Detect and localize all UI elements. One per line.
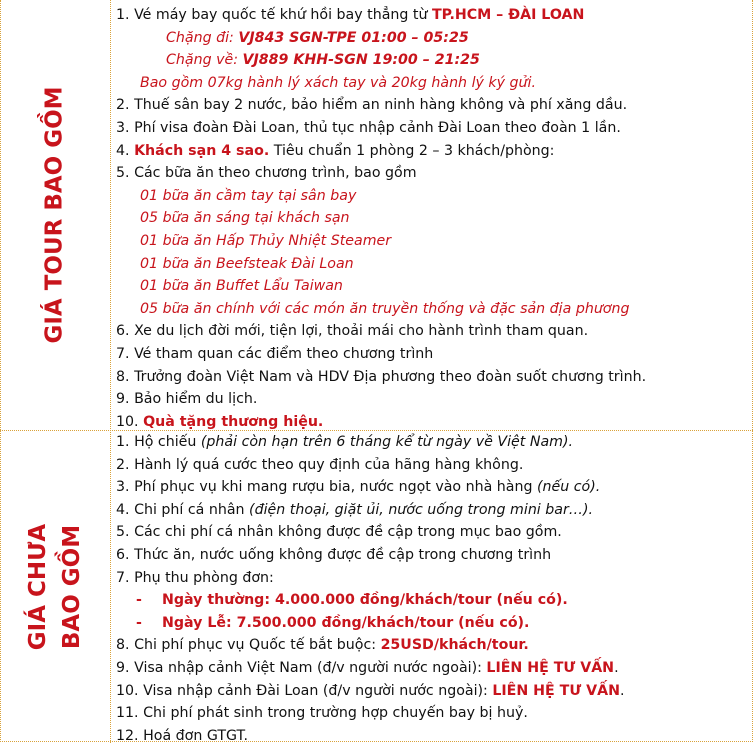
route-text: TP.HCM – ĐÀI LOAN [431, 7, 585, 23]
meal-item: 05 bữa ăn chính với các món ăn truyền thống và đặc sản địa phương [140, 300, 630, 317]
list-item: 11. Chi phí phát sinh trong trường hợp chuyến bay bị huỷ. [116, 705, 528, 722]
surcharge-weekday: - Ngày thường: 4.000.000 đồng/khách/tour (nếu có). [136, 592, 568, 609]
meal-item: 01 bữa ăn Buffet Lẩu Taiwan [140, 278, 343, 295]
column-divider [110, 0, 111, 743]
list-item: 7. Phụ thu phòng đơn: [116, 569, 274, 586]
gift-text: Quà tặng thương hiệu. [143, 413, 324, 430]
hotel-text: Khách sạn 4 sao. [134, 142, 270, 159]
depart-flight: Chặng đi: VJ843 SGN-TPE 01:00 – 05:25 [166, 29, 469, 46]
list-item: 5. Các chi phí cá nhân không được đề cập trong mục bao gồm. [116, 524, 562, 541]
luggage-note: Bao gồm 07kg hành lý xách tay và 20kg hành lý ký gửi. [140, 74, 536, 91]
list-item: 9. Visa nhập cảnh Việt Nam (đ/v người nước ngoài): LIÊN HỆ TƯ VẤN. [116, 659, 619, 676]
included-heading: GIÁ TOUR BAO GỒM [42, 86, 68, 344]
list-item: 6. Xe du lịch đời mới, tiện lợi, thoải mái cho hành trình tham quan. [116, 323, 589, 340]
list-item: 2. Thuế sân bay 2 nước, bảo hiểm an ninh hàng không và phí xăng dầu. [116, 97, 628, 114]
list-item: 2. Hành lý quá cước theo quy định của hãng hàng không. [116, 456, 524, 473]
list-item: 6. Thức ăn, nước uống không được đề cập trong chương trình [116, 546, 552, 563]
list-item: 5. Các bữa ăn theo chương trình, bao gồm [116, 165, 417, 182]
excluded-heading: GIÁ CHƯA BAO GỒM [25, 523, 86, 650]
included-heading-cell [0, 0, 110, 430]
list-item: 3. Phí visa đoàn Đài Loan, thủ tục nhập cảnh Đài Loan theo đoàn 1 lần. [116, 119, 621, 136]
excluded-list [116, 431, 749, 747]
list-item: 1. Hộ chiếu (phải còn hạn trên 6 tháng kể từ ngày về Việt Nam). [116, 434, 574, 450]
list-item: 8. Trưởng đoàn Việt Nam và HDV Địa phương theo đoàn suốt chương trình. [116, 368, 647, 385]
meal-item: 01 bữa ăn cầm tay tại sân bay [140, 187, 357, 204]
list-item-text: Vé máy bay quốc tế khứ hồi bay thẳng từ [134, 7, 432, 23]
list-item: 7. Vé tham quan các điểm theo chương trình [116, 345, 434, 362]
list-item: 9. Bảo hiểm du lịch. [116, 391, 258, 408]
meal-item: 01 bữa ăn Beefsteak Đài Loan [140, 255, 354, 272]
list-item: 8. Chi phí phục vụ Quốc tế bắt buộc: 25USD/khách/tour. [116, 637, 529, 654]
list-item: 1. Vé máy bay quốc tế khứ hồi bay thẳng từ TP.HCM – ĐÀI LOAN [116, 7, 585, 23]
list-item: 4. Chi phí cá nhân (điện thoại, giặt ủi, nước uống trong mini bar…). [116, 501, 594, 518]
surcharge-holiday: - Ngày Lễ: 7.500.000 đồng/khách/tour (nếu có). [136, 614, 530, 631]
excluded-heading-cell [0, 430, 110, 743]
meal-item: 05 bữa ăn sáng tại khách sạn [140, 210, 350, 227]
meal-item: 01 bữa ăn Hấp Thủy Nhiệt Steamer [140, 232, 392, 249]
list-item: 12. Hoá đơn GTGT. [116, 727, 248, 744]
included-list [116, 4, 749, 433]
list-item: 3. Phí phục vụ khi mang rượu bia, nước ngọt vào nhà hàng (nếu có). [116, 479, 601, 496]
return-flight: Chặng về: VJ889 KHH-SGN 19:00 – 21:25 [166, 52, 480, 69]
list-item: 4. Khách sạn 4 sao. Tiêu chuẩn 1 phòng 2 – 3 khách/phòng: [116, 142, 555, 159]
list-item: 10. Visa nhập cảnh Đài Loan (đ/v người nước ngoài): LIÊN HỆ TƯ VẤN. [116, 682, 625, 699]
list-item: 10. Quà tặng thương hiệu. [116, 413, 324, 430]
